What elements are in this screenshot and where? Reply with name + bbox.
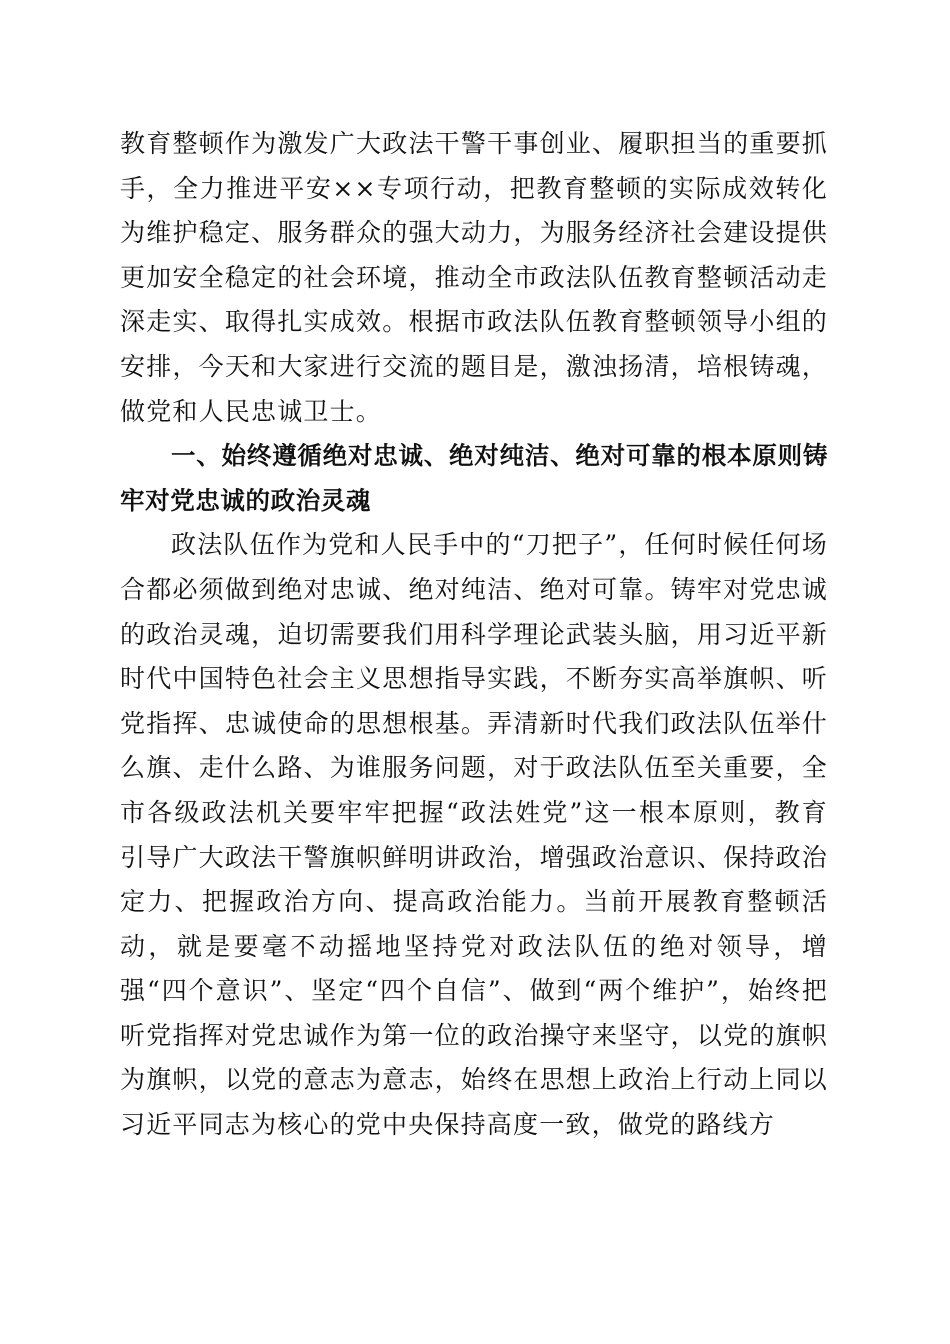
section-heading-1: 一、始终遵循绝对忠诚、绝对纯洁、绝对可靠的根本原则铸牢对党忠诚的政治灵魂 xyxy=(120,441,828,515)
body-paragraph: 政法队伍作为党和人民手中的“刀把子”，任何时候任何场合都必须做到绝对忠诚、绝对纯洁、绝对可靠。铸牢对党忠诚的政治灵魂，迫切需要我们用科学理论武装头脑，用习近平新时代中国特色社会主义思想指导实践，不断夯实高举旗帜、听党指挥、忠诚使命的思想根基。弄清新时代我们政法队伍举什么旗、走什么路、为谁服务问题，对于政法队伍至关重要，全市各级政法机关要牢牢把握“政法姓党”这一根本原则，教育引导广大政法干警旗帜鲜明讲政治，增强政治意识、保持政治定力、把握政治方向、提高政治能力。当前开展教育整顿活动，就是要毫不动摇地坚持党对政法队伍的绝对领导，增强“四个意识”、坚定“四个自信”、做到“两个维护”，始终把听党指挥对党忠诚作为第一位的政治操守来坚守，以党的旗帜为旗帜，以党的意志为意志，始终在思想上政治上行动上同以习近平同志为核心的党中央保持高度一致，做党的路线方 xyxy=(120,530,828,1140)
body-paragraph-continued: 教育整顿作为激发广大政法干警干事创业、履职担当的重要抓手，全力推进平安××专项行动，把教育整顿的实际成效转化为维护稳定、服务群众的强大动力，为服务经济社会建设提供更加安全稳定的社会环境，推动全市政法队伍教育整顿活动走深走实、取得扎实成效。根据市政法队伍教育整顿领导小组的安排，今天和大家进行交流的题目是，激浊扬清，培根铸魂，做党和人民忠诚卫士。 xyxy=(120,129,828,426)
document-body xyxy=(120,122,828,1148)
